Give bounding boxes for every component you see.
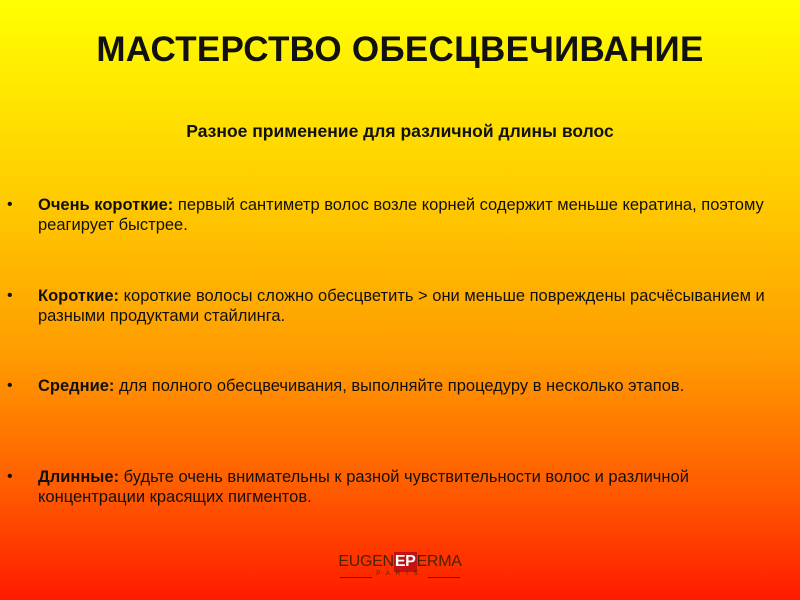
- bullet-term: Средние:: [38, 377, 115, 395]
- bullet-text: короткие волосы сложно обесцветить > они меньше повреждены расчёсыванием и разными продуктами стайлинга.: [38, 287, 765, 325]
- logo-divider-right: [428, 577, 460, 578]
- bullet-item-long: [7, 467, 768, 507]
- bullet-icon: •: [7, 196, 13, 213]
- bullet-item-medium: [7, 376, 768, 396]
- bullet-text: первый сантиметр волос возле корней содержит меньше кератина, поэтому реагирует быстрее.: [38, 196, 764, 234]
- bullet-icon: •: [7, 287, 13, 304]
- logo-divider-left: [340, 577, 372, 578]
- logo-text-highlight: EP: [394, 553, 416, 570]
- logo-subline: PARIS: [376, 571, 424, 577]
- eugene-perma-logo: [338, 550, 462, 590]
- bullet-icon: •: [7, 468, 13, 485]
- bullet-text: для полного обесцвечивания, выполняйте процедуру в несколько этапов.: [114, 377, 685, 395]
- logo-text-part3: ERMA: [416, 553, 462, 570]
- slide-subtitle: Разное применение для различной длины волос: [186, 121, 614, 141]
- bullet-term: Короткие:: [38, 287, 120, 305]
- bullet-item-short: [7, 286, 768, 326]
- logo-wordmark: [338, 552, 462, 572]
- bullet-term: Длинные:: [38, 468, 120, 486]
- bullet-term: Очень короткие:: [38, 196, 174, 214]
- bullet-icon: •: [7, 377, 13, 394]
- logo-text-part1: EUGEN: [338, 553, 394, 570]
- slide-title: МАСТЕРСТВО ОБЕСЦВЕЧИВАНИЕ: [96, 30, 704, 69]
- bullet-text: будьте очень внимательны к разной чувствительности волос и различной концентрации красящих пигментов.: [38, 468, 689, 506]
- bullet-item-very-short: [7, 195, 768, 235]
